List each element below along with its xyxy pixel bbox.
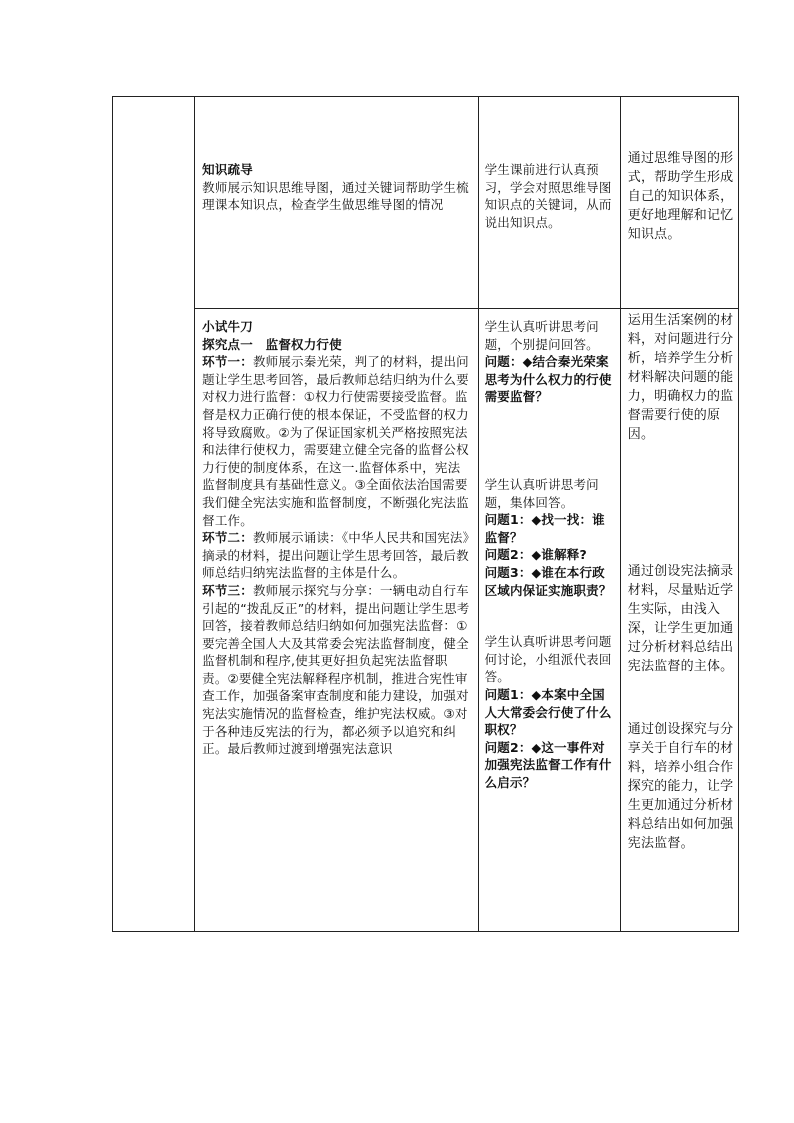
student-block-one-text: 学生认真听讲思考问题，个别提问回答。 xyxy=(484,319,599,352)
student-activity-cell xyxy=(478,309,620,932)
segment-two-label: 环节二： xyxy=(202,530,253,546)
segment-two-text: 教师展示诵读：《中华人民共和国宪法》摘录的材料，提出问题让学生思考回答，最后教师总结归纳宪法监督的主体是什么。 xyxy=(202,530,470,581)
knowledge-text: 教师展示知识思维导图，通过关键词帮助学生梳理课本知识点，检查学生做思维导图的情况 xyxy=(202,179,469,213)
student-block-three-question-two: 问题2：◆这一事件对加强宪法监督工作有什么启示？ xyxy=(484,739,612,790)
segment-two xyxy=(202,529,471,582)
design-intent-block-two: 通过创设宪法摘录材料，尽量贴近学生实际，由浅入深，让学生更加通过分析材料总结出宪法监督的主体。 xyxy=(627,564,734,674)
segment-three-text: 教师展示探究与分享：一辆电动自行车引起的“拨乱反正”的材料，提出问题让学生思考回答，接着教师总结归纳如何加强宪法监督：①要完善全国人大及其常委会宪法监督制度，健全监督机制和程序,使其更好担负起宪法监督职责。②要健全宪法解释程序机制，推进合宪性审查工作，加强备案审查制度和能力建设，加强对宪法实施情况的监督检查，维护宪法权威。③对于各种违反宪法的行为，都必须予以追究和纠正。最后教师过渡到增强宪法意识 xyxy=(202,582,470,757)
student-activity-text: 学生课前进行认真预习，学会对照思维导图知识点的关键词，从而说出知识点。 xyxy=(484,162,612,230)
design-intent-block-one: 运用生活案例的材料，对问题进行分析，培养学生分析材料解决问题的能力，明确权力的监督需要行使的原因。 xyxy=(627,313,734,442)
design-intent-cell xyxy=(620,97,738,309)
exploration-heading: 探究点一 监督权力行使 xyxy=(202,336,342,352)
knowledge-heading: 知识疏导 xyxy=(202,162,253,177)
segment-one-label: 环节一： xyxy=(202,354,253,370)
student-block-three-text: 学生认真听讲思考问题何讨论，小组派代表回答。 xyxy=(484,634,612,685)
segment-three xyxy=(202,582,471,758)
student-block-two-question-two: 问题2：◆谁解释? xyxy=(484,547,587,563)
section-label-cell xyxy=(113,97,195,932)
student-block-two-question-one: 问题1：◆找一找：谁监督？ xyxy=(484,512,605,545)
student-block-two-text: 学生认真听讲思考问题，集体回答。 xyxy=(484,476,599,510)
table-row-exploration xyxy=(113,309,739,932)
student-activity-cell xyxy=(478,97,620,309)
teacher-activity-cell xyxy=(195,309,478,932)
teacher-activity-cell xyxy=(195,97,478,309)
student-block-two-question-three: 问题3：◆谁在本行政区域内保证实施职责？ xyxy=(484,564,612,598)
lesson-plan-table xyxy=(112,96,739,932)
design-intent-block-three: 通过创设探究与分享关于自行车的材料，培养小组合作探究的能力，让学生更加通过分析材料总结出如何加强宪法监督。 xyxy=(627,722,734,851)
segment-one-text: 教师展示秦光荣，判了的材料，提出问题让学生思考回答，最后教师总结归纳为什么要对权力进行监督：①权力行使需要接受监督。监督是权力正确行使的根本保证，不受监督的权力将导致腐败。②为了保证国家机关严格按照宪法和法律行使权力，需要建立健全完备的监督公权力行使的制度体系，在这一.监督体系中，宪法监督制度具有基础性意义。③全面依法治国需要我们健全宪法实施和监督制度，不断强化宪法监督工作。 xyxy=(202,354,469,528)
design-intent-text: 通过思维导图的形式，帮助学生形成自己的知识体系，更好地理解和记忆知识点。 xyxy=(627,151,734,242)
segment-three-label: 环节三： xyxy=(202,582,253,598)
student-block-three-question-one: 问题1：◆本案中全国人大常委会行使了什么职权？ xyxy=(484,686,612,738)
table-row-knowledge xyxy=(113,97,739,309)
design-intent-cell xyxy=(620,309,738,932)
student-block-one-question: 问题：◆结合秦光荣案思考为什么权力的行使需要监督？ xyxy=(484,354,612,405)
segment-one xyxy=(202,353,471,529)
practice-heading: 小试牛刀 xyxy=(202,319,253,334)
